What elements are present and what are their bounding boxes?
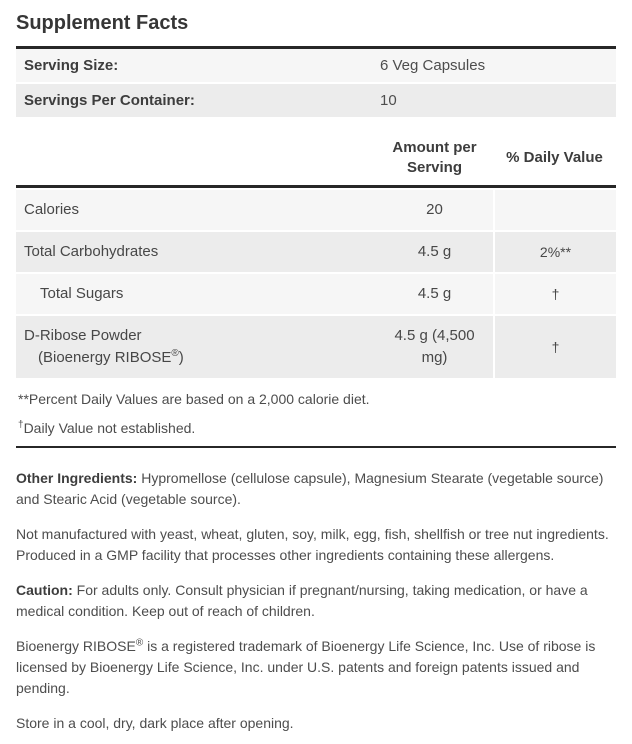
other-ingredients-label: Other Ingredients: <box>16 470 138 486</box>
divider-footnotes <box>16 446 616 448</box>
serving-size-value: 6 Veg Capsules <box>380 57 486 74</box>
nutrient-name: Total Carbohydrates <box>24 243 159 260</box>
nutrient-name <box>16 316 376 378</box>
amount-per-serving-header: Amount per Serving <box>392 139 477 176</box>
paragraph-storage: Store in a cool, dry, dark place after opening. <box>16 715 294 731</box>
registered-mark: ® <box>135 637 144 649</box>
amount-value: 4.5 g <box>417 285 452 302</box>
divider-header <box>16 185 616 188</box>
fact-row-total-sugars <box>16 274 616 314</box>
page-title: Supplement Facts <box>16 12 189 34</box>
fact-row-d-ribose-powder <box>16 316 616 378</box>
footnote-percent-daily-value: **Percent Daily Values are based on a 2,000 calorie diet. <box>18 391 370 407</box>
paragraph-trademark: Bioenergy RIBOSE® is a registered trademark of Bioenergy Life Science, Inc. Use of ribose is licensed by Bioenergy Life Science, Inc. under U.S. patents and foreign patents issued and pending. <box>16 637 596 696</box>
footnote-daily-value-not-established: †Daily Value not established. <box>18 419 196 436</box>
paragraph-allergen-info: Not manufactured with yeast, wheat, gluten, soy, milk, egg, fish, shellfish or tree nut ingredients. Produced in a GMP facility that processes other ingredients containing these allergens. <box>16 526 609 563</box>
daily-value <box>493 190 616 230</box>
nutrient-name: Total Sugars <box>40 285 124 302</box>
fact-row-total-carbohydrates <box>16 232 616 272</box>
dagger-symbol: † <box>18 419 24 431</box>
registered-mark: ® <box>171 348 179 359</box>
daily-value: † <box>493 274 616 314</box>
daily-value: 2%** <box>493 232 616 272</box>
percent-daily-value-header: % Daily Value <box>506 149 603 166</box>
paragraph-other-ingredients: Other Ingredients: Hypromellose (cellulose capsule), Magnesium Stearate (vegetable source) and Stearic Acid (vegetable source). <box>16 470 604 507</box>
nutrient-name: Calories <box>24 201 80 218</box>
servings-per-container-label: Servings Per Container: <box>24 92 195 109</box>
amount-value: 4.5 g <box>417 243 452 260</box>
serving-size-row <box>16 49 616 82</box>
nutrient-name-line1: D-Ribose Powder <box>24 327 142 344</box>
additional-info-section <box>16 468 616 734</box>
daily-value: † <box>493 316 616 378</box>
nutrient-name-line2: (Bioenergy RIBOSE®) <box>38 348 184 366</box>
amount-value: 20 <box>426 201 443 218</box>
amount-value: 4.5 g (4,500 mg) <box>394 327 475 366</box>
paragraph-caution: Caution: For adults only. Consult physician if pregnant/nursing, taking medication, or have a medical condition. Keep out of reach of children. <box>16 582 588 619</box>
servings-per-container-value: 10 <box>380 92 397 109</box>
caution-label: Caution: <box>16 582 73 598</box>
fact-row-calories <box>16 190 616 230</box>
serving-size-label: Serving Size: <box>24 57 119 74</box>
servings-per-container-row <box>16 84 616 117</box>
facts-table-header <box>16 138 616 185</box>
